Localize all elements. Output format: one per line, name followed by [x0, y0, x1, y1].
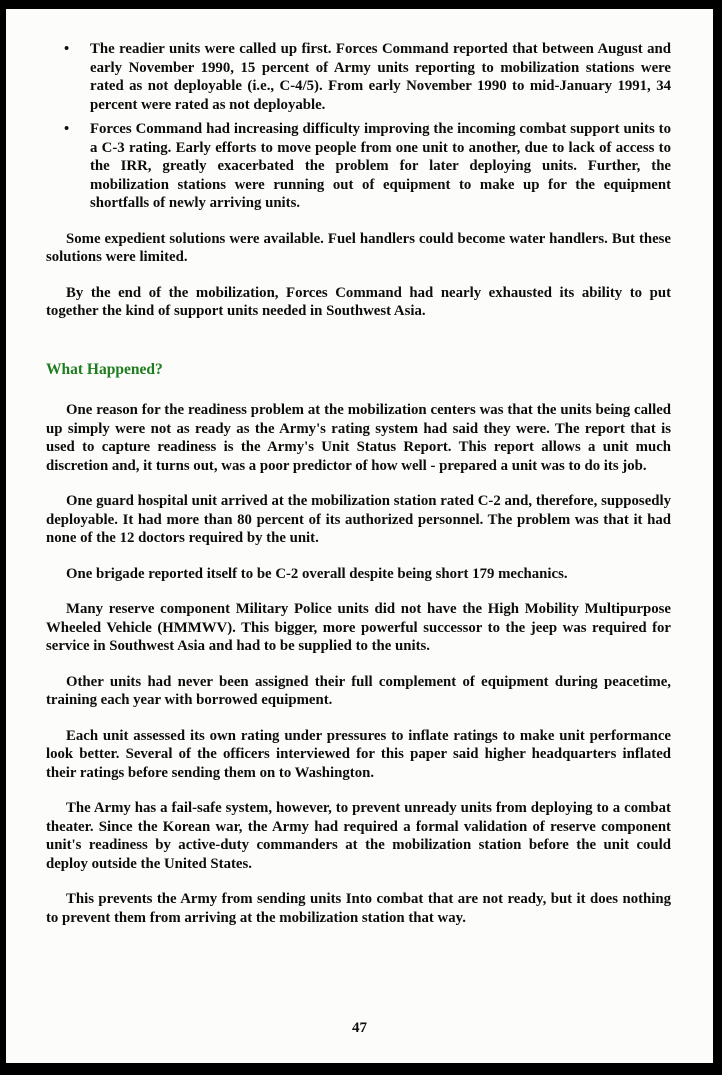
- paragraph-end-of-mobilization: By the end of the mobilization, Forces Command had nearly exhausted its ability to put together the kind of support units needed in Southwest Asia.: [46, 284, 671, 319]
- page-number: 47: [352, 1020, 367, 1036]
- bullet-item-forces-command: • Forces Command had increasing difficulty improving the incoming combat support units to a C-3 rating. Early efforts to move people from one unit to another, due to lack of access to the IRR, greatly exacerbated the problem for later deploying units. Further, the mobilization stations were running out of equipment to make up for the equipment shortfalls of newly arriving units.: [90, 120, 671, 213]
- paragraph-expedient-solutions: Some expedient solutions were available. Fuel handlers could become water handlers. But these solutions were limited.: [46, 230, 671, 265]
- paragraph-guard-hospital: One guard hospital unit arrived at the mobilization station rated C-2 and, therefore, supposedly deployable. It had more than 80 percent of its authorized personnel. The problem was that it had none of the 12 doctors required by the unit.: [46, 493, 671, 546]
- paragraph-military-police-hmmwv: Many reserve component Military Police units did not have the High Mobility Multipurpose Wheeled Vehicle (HMMWV). This bigger, more powerful successor to the jeep was required for service in Southwest Asia and had to be supplied to the units.: [46, 601, 671, 654]
- paragraph-prevents-sending-units: This prevents the Army from sending units Into combat that are not ready, but it does nothing to prevent them from arriving at the mobilization station that way.: [46, 891, 671, 926]
- paragraph-borrowed-equipment: Other units had never been assigned their full complement of equipment during peacetime, training each year with borrowed equipment.: [46, 673, 671, 708]
- section-heading-what-happened: What Happened?: [46, 360, 163, 378]
- bullet-item-readier-units: • The readier units were called up first. Forces Command reported that between August and early November 1990, 15 percent of Army units reporting to mobilization stations were rated as not deployable (i.e., C-4/5). From early November 1990 to mid-January 1991, 34 percent were rated as not deployable.: [90, 40, 671, 114]
- paragraph-fail-safe-system: The Army has a fail-safe system, however, to prevent unready units from deploying to a combat theater. Since the Korean war, the Army had required a formal validation of reserve component unit's readiness by active-duty commanders at the mobilization station before the unit could deploy outside the United States.: [46, 800, 671, 872]
- bullet-list: [46, 40, 671, 213]
- paragraph-readiness-problem: One reason for the readiness problem at the mobilization centers was that the units being called up simply were not as ready as the Army's rating system had said they were. The report that is used to capture readiness is the Army's Unit Status Report. This report allows a unit much discretion and, it turns out, was a poor predictor of how well - prepared a unit was to do its job.: [46, 402, 671, 474]
- paragraph-brigade-mechanics: One brigade reported itself to be C-2 overall despite being short 179 mechanics.: [66, 565, 568, 582]
- page-content: [6, 9, 713, 927]
- paper-sheet: [6, 9, 713, 1063]
- paragraph-inflated-ratings: Each unit assessed its own rating under pressures to inflate ratings to make unit performance look better. Several of the officers interviewed for this paper said higher headquarters inflated their ratings before sending them on to Washington.: [46, 727, 671, 781]
